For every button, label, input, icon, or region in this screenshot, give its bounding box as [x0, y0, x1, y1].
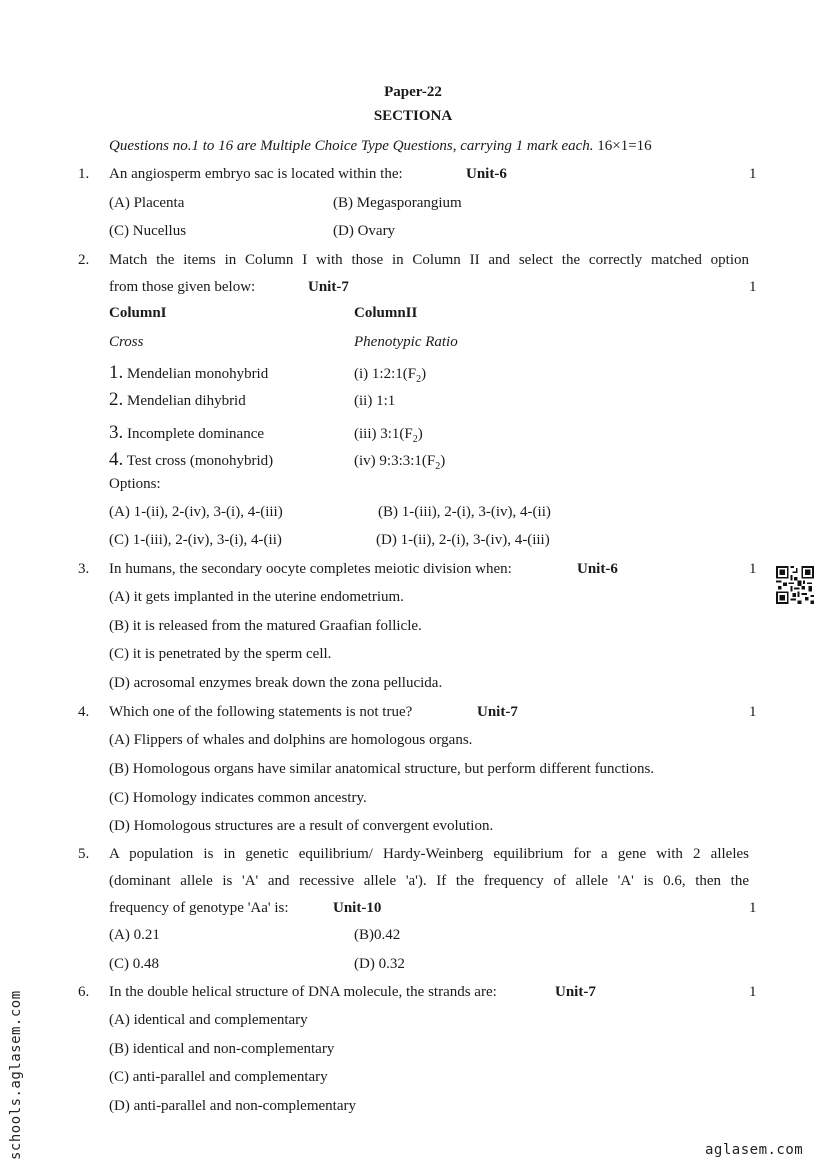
question-text-cont: frequency of genotype 'Aa' is: — [109, 900, 289, 916]
option-d: (D) 1-(ii), 2-(i), 3-(iv), 4-(iii) — [376, 532, 550, 548]
side-watermark: schools.aglasem.com — [8, 990, 24, 1160]
question-text: An angiosperm embryo sac is located within the: — [109, 166, 403, 182]
footer-watermark: aglasem.com — [705, 1142, 804, 1158]
match-row-ratio: (iv) $9:3:3:1(F_2)$ — [354, 453, 446, 472]
question-number: 3. — [78, 561, 90, 577]
option-a: (A) Placenta — [109, 195, 185, 211]
option-b: (B) identical and non-complementary — [109, 1041, 335, 1057]
row-number: 1. — [109, 362, 124, 383]
unit-label: Unit-10 — [333, 900, 382, 916]
unit-label: Unit-7 — [477, 704, 518, 720]
match-row-ratio: (ii) 1:1 — [354, 393, 396, 409]
column-ii-subheading: Phenotypic Ratio — [354, 334, 458, 350]
row-number: 3. — [109, 422, 124, 443]
option-a: (A) Flippers of whales and dolphins are homologous organs. — [109, 732, 473, 748]
option-a: (A) identical and complementary — [109, 1012, 308, 1028]
option-c: (C) 0.48 — [109, 956, 159, 972]
question-text: Which one of the following statements is not true? — [109, 704, 413, 720]
question-text-cont: from those given below: — [109, 279, 256, 295]
option-b: (B) Homologous organs have similar anatomical structure, but perform different functions. — [109, 761, 655, 777]
instruction-text: Questions no.1 to 16 are Multiple Choice Type Questions, carrying 1 mark each. — [109, 138, 594, 154]
paper-title: Paper-22 — [384, 84, 442, 100]
column-i-subheading: Cross — [109, 334, 144, 350]
question-mark: 1 — [749, 704, 757, 720]
instruction-line — [109, 138, 652, 155]
unit-label: Unit-6 — [577, 561, 618, 577]
match-row-ratio: (i) $1:2:1(F_2)$ — [354, 366, 427, 385]
option-d: (D) Ovary — [333, 223, 396, 239]
column-ii-heading: ColumnII — [354, 305, 418, 321]
option-b: (B)0.42 — [354, 927, 401, 943]
cross-label: Test cross (monohybrid) — [123, 453, 274, 469]
match-row-cross — [109, 422, 264, 444]
option-c: (C) 1-(iii), 2-(iv), 3-(i), 4-(ii) — [109, 532, 282, 548]
option-d: (D) anti-parallel and non-complementary — [109, 1098, 356, 1114]
option-b: (B) Megasporangium — [333, 195, 462, 211]
question-text: In the double helical structure of DNA molecule, the strands are: — [109, 984, 497, 1000]
unit-label: Unit-7 — [555, 984, 596, 1000]
option-b: (B) 1-(iii), 2-(i), 3-(iv), 4-(ii) — [378, 504, 551, 520]
qr-code-icon — [776, 566, 814, 604]
section-title: SECTIONA — [373, 108, 453, 124]
marks-total: 16×1=16 — [597, 138, 652, 154]
option-c: (C) it is penetrated by the sperm cell. — [109, 646, 332, 662]
match-row-ratio: (iii) $3:1(F_2)$ — [354, 426, 423, 445]
question-text: In humans, the secondary oocyte completes meiotic division when: — [109, 561, 512, 577]
option-a: (A) 0.21 — [109, 927, 160, 943]
question-text: A population is in genetic equilibrium/ Hardy-Weinberg equilibrium for a gene with 2 alleles — [109, 846, 749, 862]
cross-label: Mendelian monohybrid — [123, 366, 269, 382]
match-row-cross — [109, 362, 268, 384]
option-b: (B) it is released from the matured Graafian follicle. — [109, 618, 422, 634]
option-d: (D) Homologous structures are a result of convergent evolution. — [109, 818, 494, 834]
unit-label: Unit-7 — [308, 279, 349, 295]
question-mark: 1 — [749, 561, 757, 577]
unit-label: Unit-6 — [466, 166, 507, 182]
question-mark: 1 — [749, 984, 757, 1000]
option-c: (C) anti-parallel and complementary — [109, 1069, 328, 1085]
option-c: (C) Nucellus — [109, 223, 187, 239]
question-number: 6. — [78, 984, 90, 1000]
question-mark: 1 — [749, 900, 757, 916]
question-number: 1. — [78, 166, 90, 182]
option-a: (A) it gets implanted in the uterine endometrium. — [109, 589, 404, 605]
question-number: 5. — [78, 846, 90, 862]
column-i-heading: ColumnI — [109, 305, 167, 321]
match-row-cross — [109, 389, 246, 411]
options-label: Options: — [109, 476, 161, 492]
option-d: (D) acrosomal enzymes break down the zona pellucida. — [109, 675, 443, 691]
option-c: (C) Homology indicates common ancestry. — [109, 790, 367, 806]
question-mark: 1 — [749, 166, 757, 182]
row-number: 4. — [109, 449, 124, 470]
question-mark: 1 — [749, 279, 757, 295]
option-a: (A) 1-(ii), 2-(iv), 3-(i), 4-(iii) — [109, 504, 283, 520]
question-number: 4. — [78, 704, 90, 720]
cross-label: Incomplete dominance — [123, 426, 265, 442]
row-number: 2. — [109, 389, 124, 410]
match-row-cross — [109, 449, 273, 471]
cross-label: Mendelian dihybrid — [123, 393, 246, 409]
question-number: 2. — [78, 252, 90, 268]
option-d: (D) 0.32 — [354, 956, 405, 972]
question-text-cont: (dominant allele is 'A' and recessive allele 'a'). If the frequency of allele 'A' is 0.6, then the — [109, 873, 749, 889]
question-text: Match the items in Column I with those in Column II and select the correctly matched option — [109, 252, 749, 268]
